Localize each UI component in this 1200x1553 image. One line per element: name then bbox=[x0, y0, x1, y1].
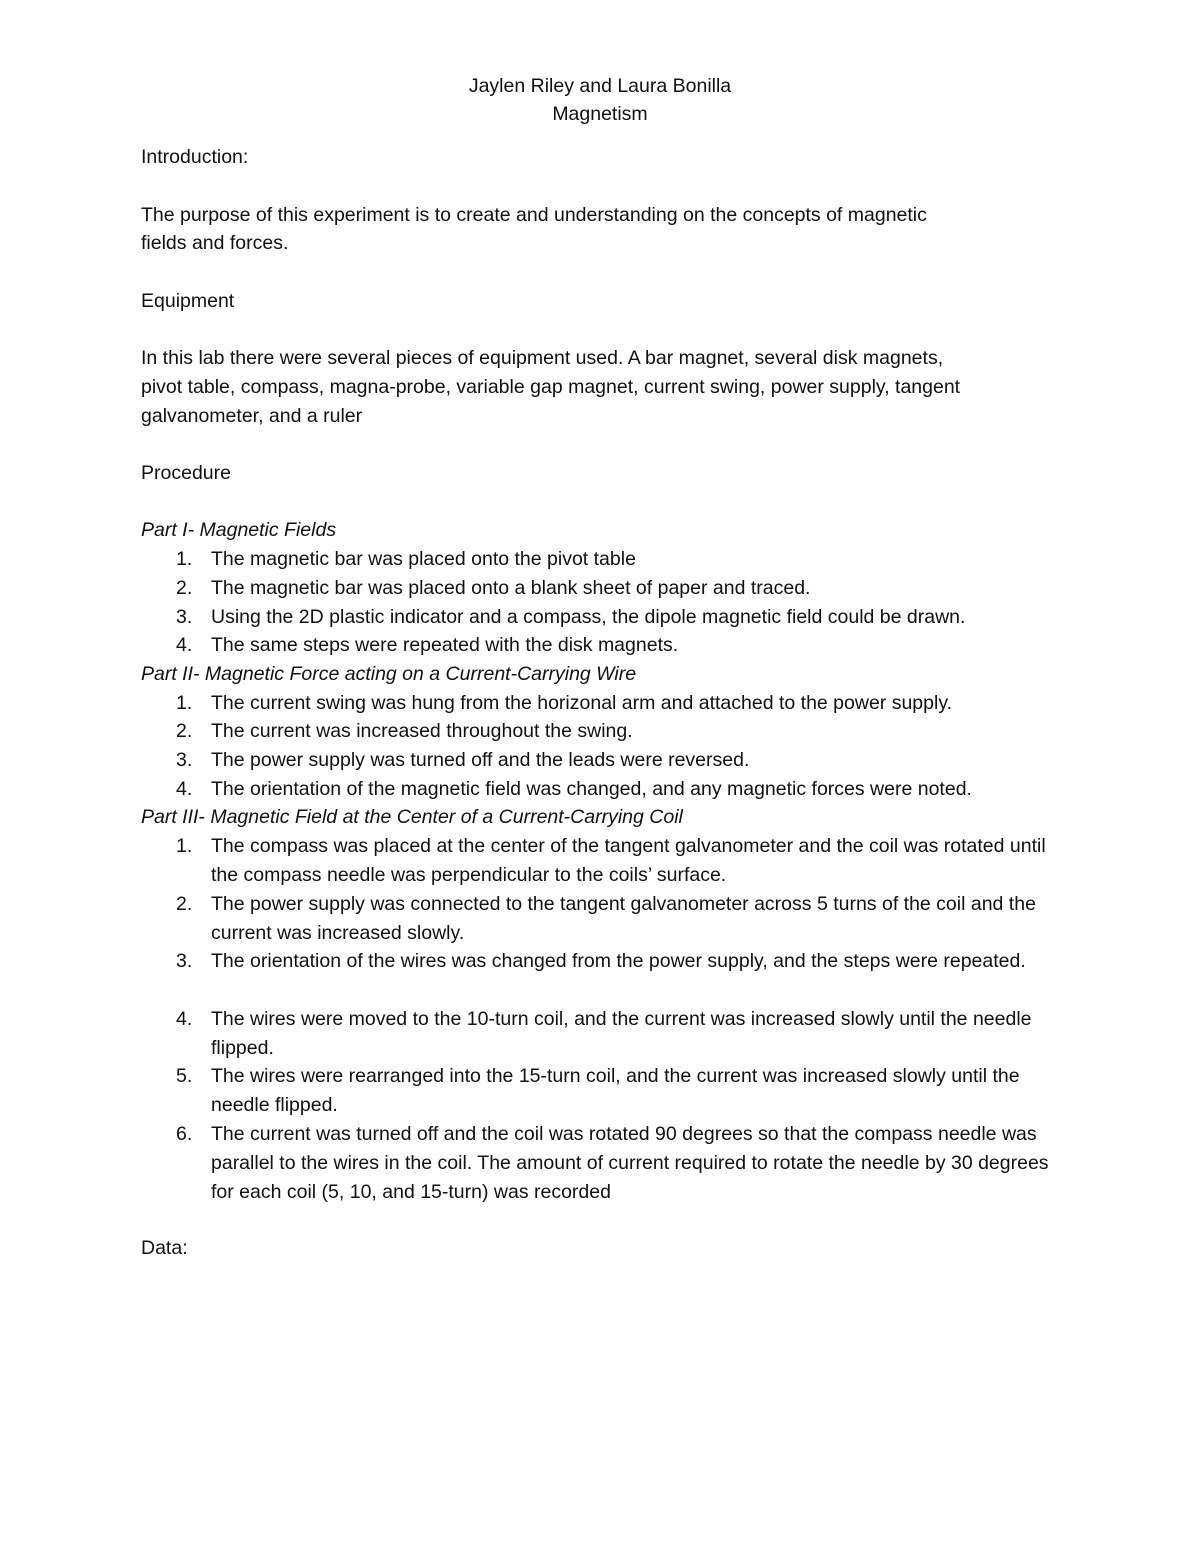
part-2-item-number: 3. bbox=[176, 749, 193, 771]
part-1-item-number: 3. bbox=[176, 606, 193, 628]
part-1-item-text: The same steps were repeated with the disk magnets. bbox=[211, 634, 679, 656]
part-2-item-text: The current was increased throughout the swing. bbox=[211, 720, 633, 742]
part-3-item-number: 1. bbox=[176, 835, 193, 857]
equipment-text-line-3: galvanometer, and a ruler bbox=[141, 405, 363, 427]
part-1-item-text: The magnetic bar was placed onto the pivot table bbox=[211, 548, 636, 570]
part-3-item-text: The compass was placed at the center of the tangent galvanometer and the coil was rotated until the compass needle was perpendicular to the coils’ surface. bbox=[211, 835, 1046, 886]
part-1-item-number: 2. bbox=[176, 577, 193, 599]
part-2-item-text: The current swing was hung from the horizonal arm and attached to the power supply. bbox=[211, 692, 953, 714]
data-heading: Data: bbox=[141, 1237, 188, 1259]
part-2-item-text: The power supply was turned off and the leads were reversed. bbox=[211, 749, 750, 771]
part-2-item-text: The orientation of the magnetic field was changed, and any magnetic forces were noted. bbox=[211, 778, 972, 800]
part-3-item-number: 4. bbox=[176, 1008, 193, 1030]
part-3-title: Part III- Magnetic Field at the Center of a Current-Carrying Coil bbox=[141, 806, 683, 828]
part-3-item-number: 2. bbox=[176, 893, 193, 915]
part-3-item-number: 3. bbox=[176, 950, 193, 972]
equipment-text-line-1: In this lab there were several pieces of equipment used. A bar magnet, several disk magnets, bbox=[141, 347, 944, 369]
introduction-heading: Introduction: bbox=[141, 146, 249, 168]
part-2-item-number: 4. bbox=[176, 778, 193, 800]
authors-line: Jaylen Riley and Laura Bonilla bbox=[468, 75, 732, 97]
part-2-title: Part II- Magnetic Force acting on a Current-Carrying Wire bbox=[141, 663, 637, 685]
part-3-item-number: 5. bbox=[176, 1065, 193, 1087]
part-1-item-text: Using the 2D plastic indicator and a compass, the dipole magnetic field could be drawn. bbox=[211, 606, 966, 628]
equipment-heading: Equipment bbox=[141, 290, 235, 312]
part-3-item-text: The power supply was connected to the tangent galvanometer across 5 turns of the coil and the current was increased slowly. bbox=[211, 893, 1036, 944]
part-1-title: Part I- Magnetic Fields bbox=[141, 519, 337, 541]
part-1-item-text: The magnetic bar was placed onto a blank sheet of paper and traced. bbox=[211, 577, 811, 599]
part-2-item-number: 1. bbox=[176, 692, 193, 714]
part-3-item-number: 6. bbox=[176, 1123, 193, 1145]
part-2-item-number: 2. bbox=[176, 720, 193, 742]
part-3-item-text: The wires were rearranged into the 15-turn coil, and the current was increased slowly until the needle flipped. bbox=[211, 1065, 1020, 1116]
document-title: Magnetism bbox=[552, 103, 648, 125]
procedure-heading: Procedure bbox=[141, 462, 231, 484]
part-1-item-number: 4. bbox=[176, 634, 193, 656]
part-3-item-text: The wires were moved to the 10-turn coil, and the current was increased slowly until the needle flipped. bbox=[211, 1008, 1032, 1059]
introduction-text-line-2: fields and forces. bbox=[141, 232, 289, 254]
equipment-text-line-2: pivot table, compass, magna-probe, variable gap magnet, current swing, power supply, tangent bbox=[141, 376, 961, 398]
part-3-item-text: The current was turned off and the coil was rotated 90 degrees so that the compass needle was parallel to the wires in the coil. The amount of current required to rotate the needle by 30 degrees for each coil (5, 10, and 15-turn) was recorded bbox=[211, 1123, 1049, 1203]
introduction-text-line-1: The purpose of this experiment is to create and understanding on the concepts of magnetic bbox=[141, 204, 927, 226]
part-1-item-number: 1. bbox=[176, 548, 193, 570]
part-3-item-text: The orientation of the wires was changed from the power supply, and the steps were repeated. bbox=[211, 950, 1026, 972]
